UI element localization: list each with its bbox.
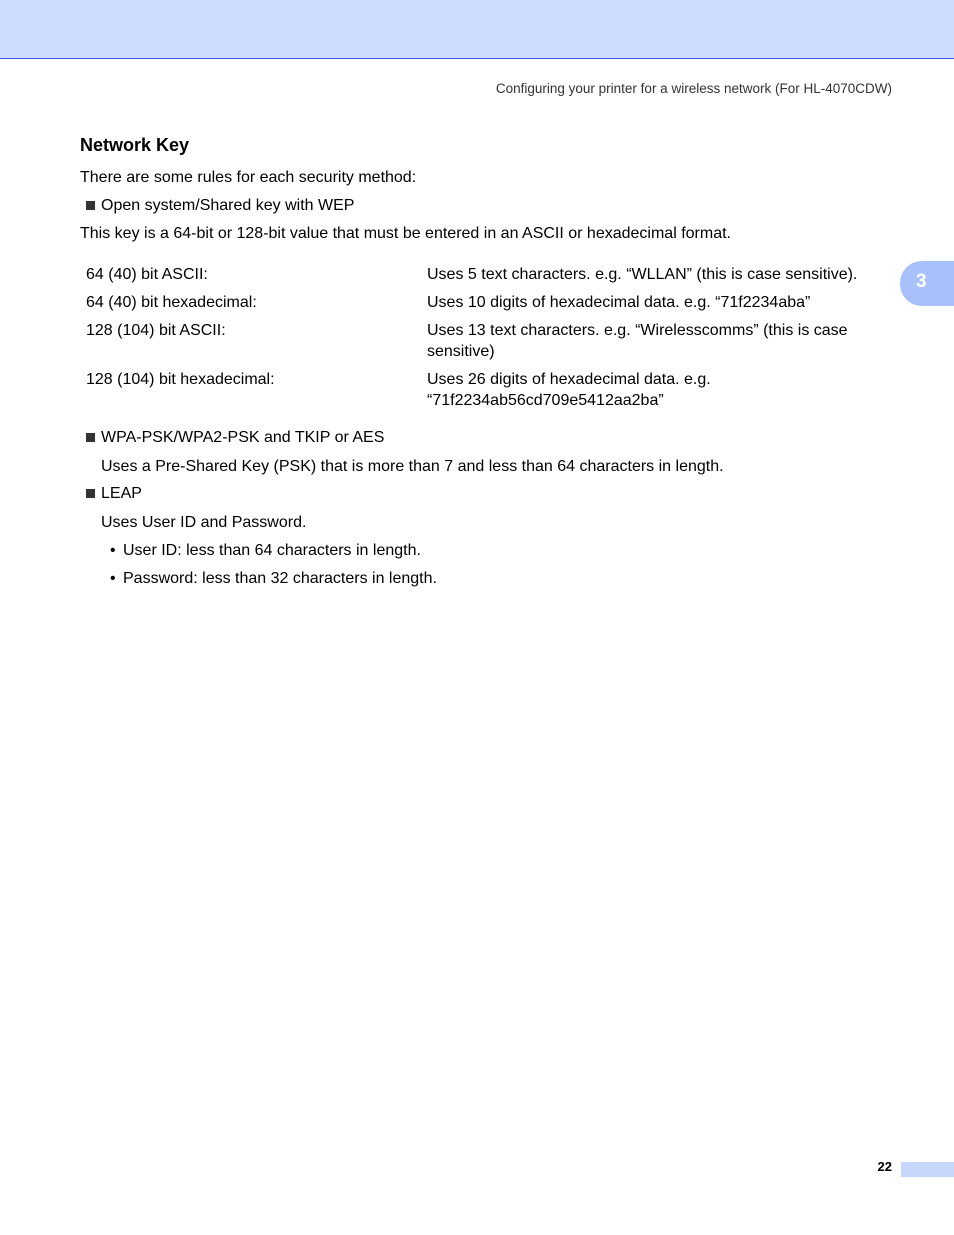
table-row bbox=[80, 369, 896, 418]
key-type: 128 (104) bit ASCII: bbox=[86, 322, 226, 339]
chapter-number: 3 bbox=[916, 271, 927, 292]
square-bullet-icon bbox=[86, 201, 95, 210]
section-title: Network Key bbox=[80, 135, 190, 155]
square-bullet-icon bbox=[86, 433, 95, 442]
list-item-wpa bbox=[80, 420, 896, 448]
leap-label: LEAP bbox=[101, 485, 142, 502]
header-band bbox=[0, 0, 954, 59]
table-row bbox=[80, 292, 896, 320]
list-item-leap bbox=[80, 476, 896, 504]
key-type: 64 (40) bit ASCII: bbox=[86, 266, 208, 283]
table-row bbox=[80, 264, 896, 292]
key-rule: Uses 13 text characters. e.g. “Wirelesscomms” (this is case sensitive) bbox=[427, 322, 848, 360]
leap-description: Uses User ID and Password. bbox=[101, 514, 307, 531]
page-number: 22 bbox=[877, 1159, 892, 1174]
running-header: Configuring your printer for a wireless network (For HL-4070CDW) bbox=[495, 81, 892, 96]
table-row bbox=[80, 320, 896, 369]
footer-bar bbox=[901, 1162, 954, 1177]
wep-label: Open system/Shared key with WEP bbox=[101, 197, 355, 214]
key-rule: Uses 10 digits of hexadecimal data. e.g. “71f2234aba” bbox=[427, 294, 811, 311]
wpa-label: WPA-PSK/WPA2-PSK and TKIP or AES bbox=[101, 429, 385, 446]
leap-item-text: User ID: less than 64 characters in length. bbox=[123, 542, 421, 559]
wpa-description: Uses a Pre-Shared Key (PSK) that is more than 7 and less than 64 characters in length. bbox=[101, 458, 724, 475]
leap-item-text: Password: less than 32 characters in length. bbox=[123, 570, 437, 587]
list-item bbox=[80, 532, 896, 560]
wep-description: This key is a 64-bit or 128-bit value that must be entered in an ASCII or hexadecimal format. bbox=[80, 225, 731, 242]
dot-bullet-icon: • bbox=[110, 542, 116, 559]
intro-text: There are some rules for each security method: bbox=[80, 169, 417, 186]
wep-key-table bbox=[80, 264, 896, 418]
key-type: 64 (40) bit hexadecimal: bbox=[86, 294, 257, 311]
list-item bbox=[80, 560, 896, 588]
key-rule: Uses 5 text characters. e.g. “WLLAN” (this is case sensitive). bbox=[427, 266, 858, 283]
square-bullet-icon bbox=[86, 489, 95, 498]
dot-bullet-icon: • bbox=[110, 570, 116, 587]
key-type: 128 (104) bit hexadecimal: bbox=[86, 371, 275, 388]
key-rule: Uses 26 digits of hexadecimal data. e.g. “71f2234ab56cd709e5412aa2ba” bbox=[427, 371, 711, 409]
page-content bbox=[80, 136, 896, 588]
chapter-tab bbox=[900, 261, 954, 306]
list-item-wep bbox=[80, 188, 896, 216]
